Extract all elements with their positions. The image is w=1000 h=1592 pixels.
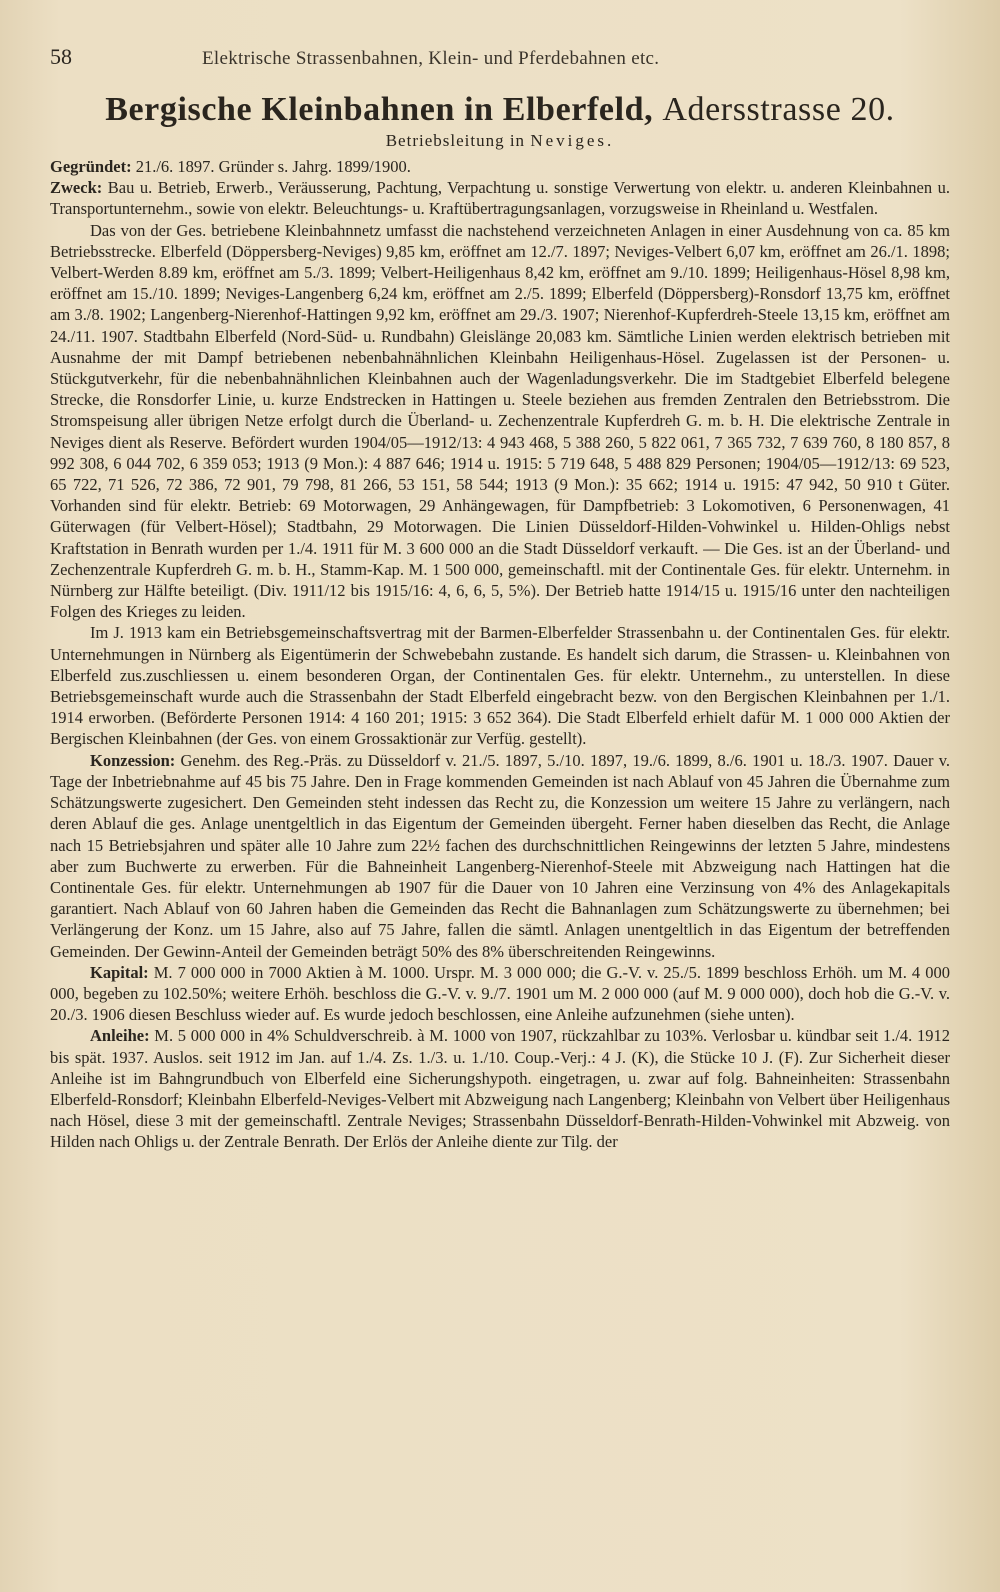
- concession-paragraph: [50, 750, 950, 962]
- operating-community-paragraph: [50, 622, 950, 749]
- company-name: Bergische Kleinbahnen in Elberfeld,: [105, 91, 654, 128]
- management-prefix: Betriebsleitung in: [385, 131, 526, 150]
- loan-paragraph: [50, 1025, 950, 1152]
- capital-paragraph: [50, 962, 950, 1026]
- founded-label: Gegründet:: [50, 157, 132, 176]
- company-address: Adersstrasse 20.: [662, 91, 895, 128]
- running-title: Elektrische Strassenbahnen, Klein- und Pferdebahnen etc.: [202, 48, 660, 69]
- loan-text: M. 5 000 000 in 4% Schuldverschreib. à M. 1000 von 1907, rückzahlbar zu 103%. Verlosbar u. kündbar seit 1./4. 1912 bis spät. 1937. Auslos. seit 1912 im Jan. auf 1./4. Zs. 1./3. u. 1./10. Coup.-Verj.: 4 J. (K), die Stücke 10 J. (F). Zur Sicherheit dieser Anleihe ist im Bahngrundbuch von Elberfeld eine Sicherungshypoth. eingetragen, u. zwar auf folg. Bahneinheiten: Strassenbahn Elberfeld-Ronsdorf; Kleinbahn Elberfeld-Neviges-Velbert mit Abzweigung nach Langenberg; Kleinbahn von Velbert über Heiligenhaus nach Hösel, diese 3 mit der gemeinschaftl. Zentrale Neviges; Strassenbahn Düsseldorf-Benrath-Hilden-Vohwinkel mit Abzweig. von Hilden nach Ohligs u. der Zentrale Benrath. Der Erlös der Anleihe diente zur Tilg. der: [50, 1026, 950, 1152]
- company-heading: [50, 90, 950, 130]
- network-paragraph: [50, 220, 950, 623]
- capital-text: M. 7 000 000 in 7000 Aktien à M. 1000. Urspr. M. 3 000 000; die G.-V. v. 25./5. 1899 beschloss Erhöh. um M. 4 000 000, begeben zu 102.50%; weitere Erhöh. beschloss die G.-V. v. 9./7. 1901 um M. 2 000 000 (auf M. 9 000 000), doch hob die G.-V. v. 20./3. 1906 diesen Beschluss wieder auf. Es wurde jedoch beschlossen, eine Anleihe aufzunehmen (siehe unten).: [50, 962, 950, 1025]
- operating-community-text: Im J. 1913 kam ein Betriebsgemeinschaftsvertrag mit der Barmen-Elberfelder Strassenbahn u. der Continentalen Ges. für elektr. Unternehmungen in Nürnberg als Eigentümerin der Schwebebahn zustande. Es handelt sich darum, die Strassen- u. Kleinbahnen von Elberfeld zus.zuschliessen u. einem besonderen Organ, der Continentalen Ges. für elektr. Unternehm., zu unterstellen. In diese Betriebsgemeinschaft wurde auch die Strassenbahn der Stadt Elberfeld eingebracht bezw. von den Bergischen Kleinbahnen per 1./1. 1914 erworben. (Beförderte Personen 1914: 4 160 201; 1915: 3 652 364). Die Stadt Elberfeld erhielt dafür M. 1 000 000 Aktien der Bergischen Kleinbahnen (der Ges. von einem Grossaktionär zur Verfüg. gestellt).: [50, 623, 950, 749]
- entry-body: [50, 156, 950, 1153]
- loan-label: Anleihe:: [90, 1026, 150, 1046]
- management-place: Neviges.: [530, 131, 615, 150]
- concession-label: Konzession:: [90, 750, 176, 770]
- network-text: Das von der Ges. betriebene Kleinbahnnetz umfasst die nachstehend verzeichneten Anlagen in einer Ausdehnung von ca. 85 km Betriebsstrecke. Elberfeld (Döppersberg-Neviges) 9,85 km, eröffnet am 12./7. 1897; Neviges-Velbert 6,07 km, eröffnet am 26./1. 1898; Velbert-Werden 8.89 km, eröffnet am 5./3. 1899; Velbert-Heiligenhaus 8,42 km, eröffnet am 9./10. 1899; Heiligenhaus-Hösel 8,98 km, eröffnet am 15./10. 1899; Neviges-Langenberg 6,24 km, eröffnet am 2./5. 1899; Elberfeld (Döppersberg)-Ronsdorf 13,75 km, eröffnet am 3./8. 1902; Langenberg-Nierenhof-Hattingen 9,92 km, eröffnet am 29./3. 1907; Nierenhof-Kupferdreh-Steele 13,15 km, eröffnet am 24./11. 1907. Stadtbahn Elberfeld (Nord-Süd- u. Rundbahn) Gleislänge 20,083 km. Sämtliche Linien werden elektrisch betrieben mit Ausnahme der mit Dampf betriebenen nebenbahnähnlichen Kleinbahn Heiligenhaus-Hösel. Zugelassen ist der Personen- u. Stückgutverkehr, für die nebenbahnähnlichen Kleinbahnen auch der Wagenladungsverkehr. Die im Stadtgebiet Elberfeld belegene Strecke, die Ronsdorfer Linie, u. kurze Endstrecken in Hattingen u. Steele beziehen aus fremden Zentralen den Betriebsstrom. Die Stromspeisung aller übrigen Netze erfolgt durch die Überland- u. Zechenzentrale Kupferdreh G. m. b. H. Die elektrische Zentrale in Neviges dient als Reserve. Befördert wurden 1904/05—1912/13: 4 943 468, 5 388 260, 5 822 061, 7 365 732, 7 639 760, 8 180 857, 8 992 308, 6 044 702, 6 359 053; 1913 (9 Mon.): 4 887 646; 1914 u. 1915: 5 719 648, 5 488 829 Personen; 1904/05—1912/13: 69 523, 65 722, 71 526, 72 386, 72 901, 79 798, 81 266, 53 151, 58 544; 1913 (9 Mon.): 35 662; 1914 u. 1915: 47 942, 50 910 t Güter. Vorhanden sind für elektr. Betrieb: 69 Motorwagen, 29 Anhängewagen, für Dampfbetrieb: 3 Lokomotiven, 6 Personenwagen, 41 Güterwagen (für Velbert-Hösel); Stadtbahn, 29 Motorwagen. Die Linien Düsseldorf-Hilden-Vohwinkel u. Hilden-Ohligs nebst Kraftstation in Benrath wurden per 1./4. 1911 für M. 3 600 000 an die Stadt Düsseldorf verkauft. — Die Ges. ist an der Überland- und Zechenzentrale Kupferdreh G. m. b. H., Stamm-Kap. M. 1 500 000, gemeinschaftl. mit der Continentale Ges. für elektr. Unternehm. in Nürnberg zur Hälfte beteiligt. (Div. 1911/12 bis 1915/16: 4, 6, 6, 5, 5%). Der Betrieb hatte 1914/15 u. 1915/16 unter den nachteiligen Folgen des Krieges zu leiden.: [50, 220, 950, 622]
- founded-text: 21./6. 1897. Gründer s. Jahrg. 1899/1900.: [135, 157, 411, 176]
- capital-label: Kapital:: [90, 962, 149, 982]
- concession-text: Genehm. des Reg.-Präs. zu Düsseldorf v. 21./5. 1897, 5./10. 1897, 19./6. 1899, 8./6. 1901 u. 18./3. 1907. Dauer v. Tage der Inbetriebnahme auf 45 bis 75 Jahre. Den in Frage kommenden Gemeinden ist nach Ablauf von 45 Jahren die Übernahme zum Schätzungswerte zugesichert. Den Gemeinden steht indessen das Recht zu, die Konzession um weitere 15 Jahre zu verlängern, nach deren Ablauf die ges. Anlage unentgeltlich in das Eigentum der Gemeinden übergeht. Ferner haben dieselben das Recht, die Anlage nach 15 Betriebsjahren und später alle 10 Jahre zum 22½ fachen des durchschnittlichen Reingewinns der letzten 5 Jahre, mindestens aber zum Buchwerte zu erwerben. Für die Bahneinheit Langenberg-Nierenhof-Steele mit Abzweigung nach Hattingen hat die Continentale Ges. für elektr. Unternehmungen ab 1907 für die Dauer von 10 Jahren eine Verzinsung von 4% des Anlagekapitals garantiert. Nach Ablauf von 60 Jahren haben die Gemeinden das Recht die Bahnanlagen zum Schätzungswerte zu übernehmen; bei Verlängerung der Konz. um 15 Jahre, also auf 75 Jahre, fallen die sämtl. Anlagen unentgeltlich in das Eigentum der betreffenden Gemeinden. Der Gewinn-Anteil der Gemeinden beträgt 50% des 8% überschreitenden Reingewinns.: [50, 750, 951, 961]
- purpose-label: Zweck:: [50, 178, 103, 198]
- management-line: [50, 130, 950, 152]
- page-number: 58: [50, 44, 72, 69]
- purpose-paragraph: [50, 177, 950, 219]
- running-head: [50, 44, 950, 80]
- purpose-text: Bau u. Betrieb, Erwerb., Veräusserung, Pachtung, Verpachtung u. sonstige Verwertung von elektr. u. anderen Kleinbahnen u. Transportunternehm., sowie von elektr. Beleuchtungs- u. Kraftübertragungsanlagen, vorzugsweise in Rheinland u. Westfalen.: [50, 178, 951, 219]
- founded-paragraph: [50, 156, 950, 177]
